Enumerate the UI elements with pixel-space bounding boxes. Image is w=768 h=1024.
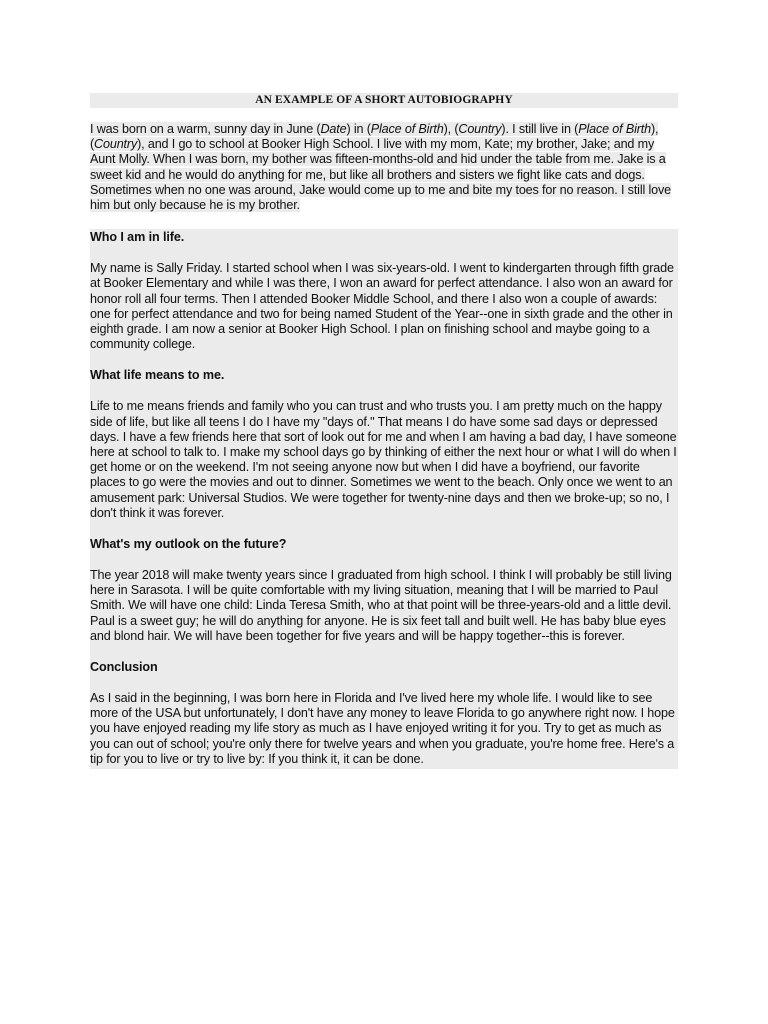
section-heading-who-i-am: Who I am in life. (90, 230, 185, 245)
intro-text-3: ), ( (443, 122, 459, 136)
intro-country-2: Country (94, 137, 138, 152)
document-page (90, 93, 678, 769)
intro-text-6: ), and I go to school at Booker High School. I live with my mom, Kate; my brother, Jake; and my Aunt Molly. When I was born, my bother was fifteen-months-old and hid under the table from me. Jake is a sweet kid and he would do anything for me, but like all brothers and sisters we fight like cats and dogs. Sometimes when no one was around, Jake would come up to me and bite my toes for no reason. I still love him but only because he is my brother. (90, 137, 671, 213)
intro-text-1: I was born on a warm, sunny day in June ( (90, 122, 321, 136)
intro-place-2: Place of Birth (578, 122, 652, 136)
intro-text-2: ) in ( (346, 122, 371, 136)
intro-text-4: ). I still live in ( (501, 122, 579, 136)
intro-date: Date (320, 122, 347, 136)
intro-text-5: ), ( (90, 122, 659, 152)
section-body-conclusion: As I said in the beginning, I was born here in Florida and I've lived here my whole life. I would like to see more of the USA but unfortunately, I don't have any money to leave Florida to go anywhere right now. I hope you have enjoyed reading my life story as much as I have enjoyed writing it for you. Try to get as much as you can out of school; you're only there for twelve years and when you graduate, you're home free. Here's a tip for you to live or try to live by: If you think it, it can be done. (90, 691, 675, 766)
section-body-outlook: The year 2018 will make twenty years since I graduated from high school. I think I will probably be still living here in Sarasota. I will be quite comfortable with my living situation, meaning that I will be married to Paul Smith. We will have one child: Linda Teresa Smith, who at that point will be three-years-old and a little devil. Paul is a sweet guy; he will do anything for anyone. He is six feet tall and built well. He has baby blue eyes and blond hair. We will have been together for five years and will be happy together--this is forever. (90, 568, 672, 643)
intro-country-1: Country (458, 122, 502, 136)
section-heading-life-means: What life means to me. (90, 368, 225, 383)
section-heading-outlook: What's my outlook on the future? (90, 537, 287, 552)
section-body-life-means: Life to me means friends and family who you can trust and who trusts you. I am pretty much on the happy side of life, but like all teens I do I have my "days of." That means I do have some sad days or depressed days. I have a few friends here that sort of look out for me and when I am having a bad day, I have someone here at school to talk to. I make my school days go by thinking of either the next hour or what I will do when I get home or on the weekend. I'm not seeing anyone now but when I did have a boyfriend, our favorite places to go were the movies and out to dinner. Sometimes we went to the beach. Only once we went to an amusement park: Universal Studios. We were together for twenty-nine days and then we broke-up; so no, I don't think it was forever. (90, 399, 677, 520)
sections-block (90, 229, 678, 769)
section-heading-conclusion: Conclusion (90, 660, 158, 675)
section-body-who-i-am: My name is Sally Friday. I started school when I was six-years-old. I went to kindergarten through fifth grade at Booker Elementary and while I was there, I won an award for perfect attendance. I also won an award for honor roll all four terms. Then I attended Booker Middle School, and there I also won a couple of awards: one for perfect attendance and two for being named Student of the Year--one in sixth grade and the other in eighth grade. I am now a senior at Booker High School. I plan on finishing school and maybe going to a community college. (90, 261, 674, 352)
document-title: AN EXAMPLE OF A SHORT AUTOBIOGRAPHY (90, 93, 678, 108)
intro-paragraph (90, 122, 678, 213)
intro-place-1: Place of Birth (370, 122, 444, 136)
